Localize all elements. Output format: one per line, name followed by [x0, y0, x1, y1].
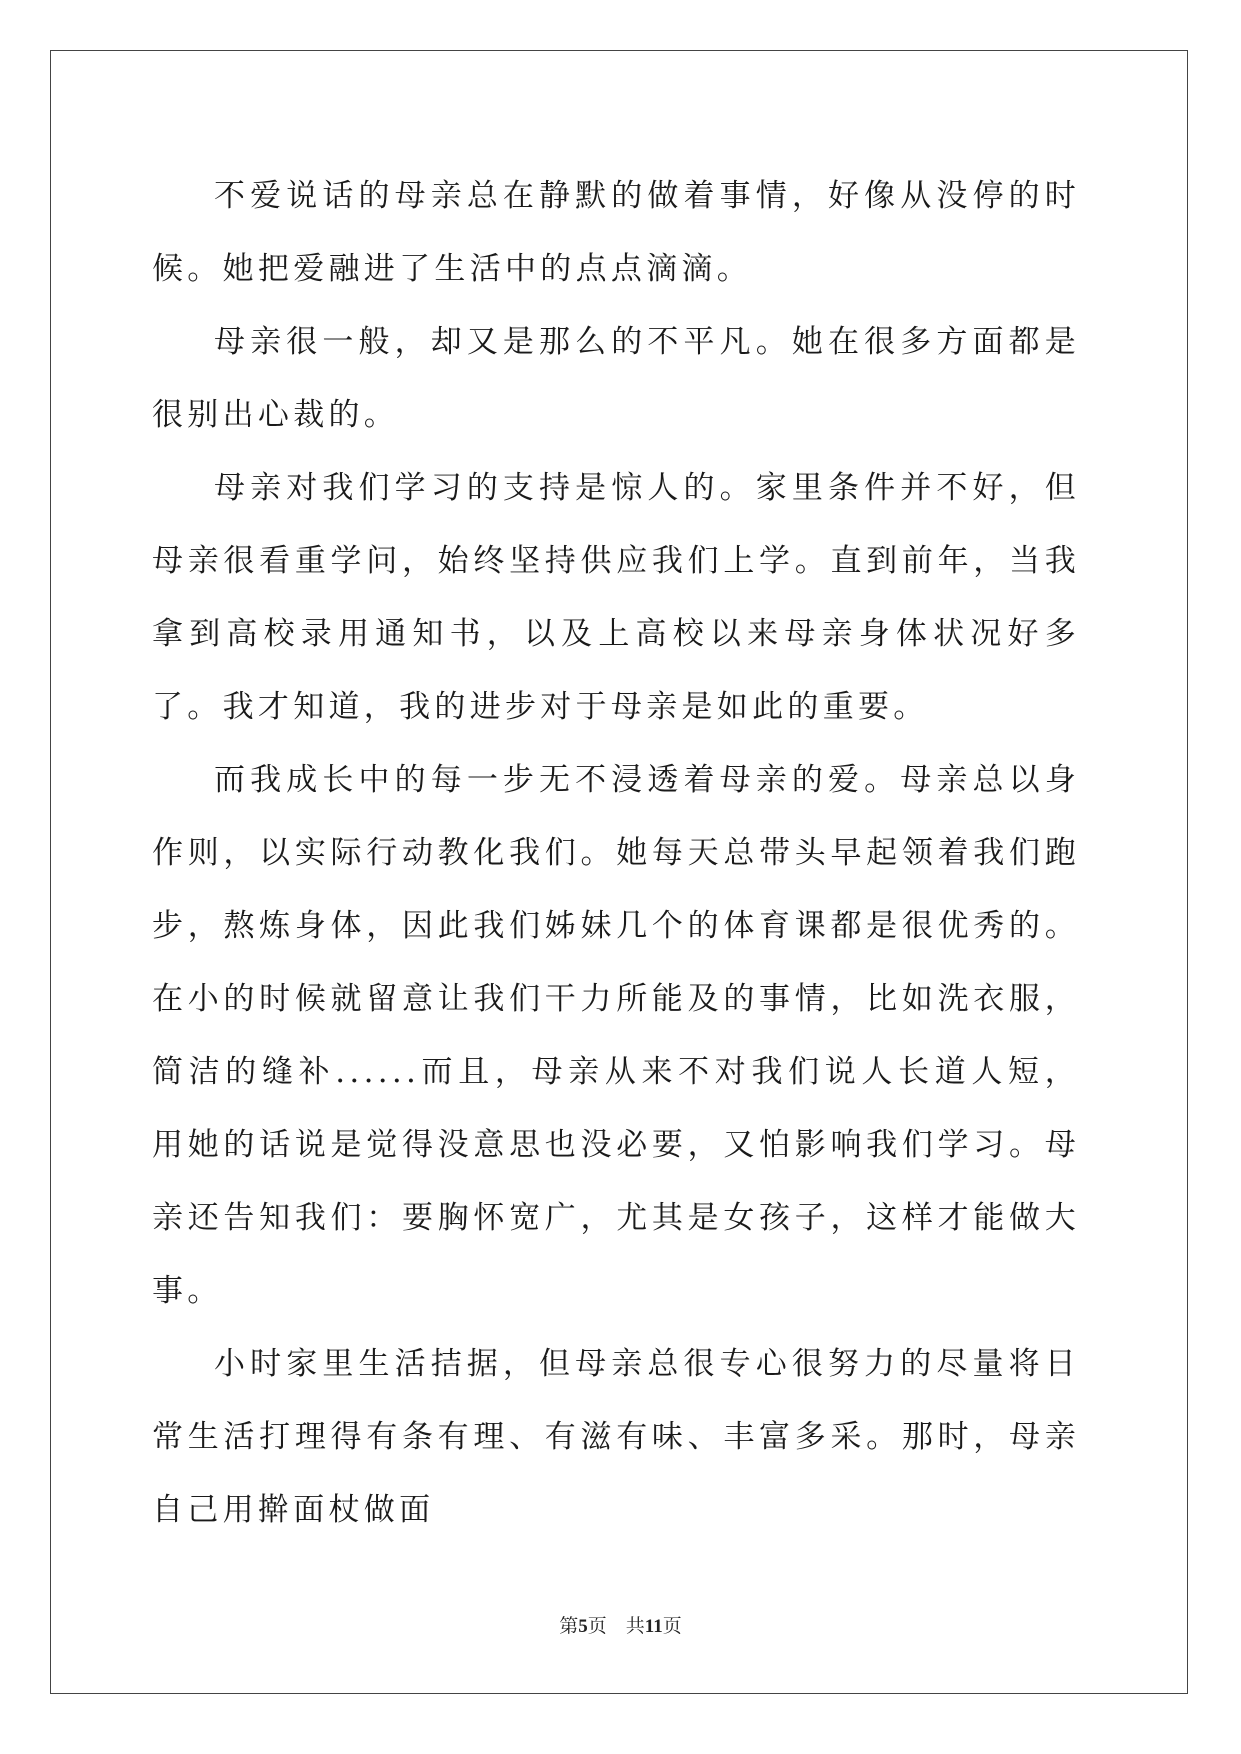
- current-page-number: 5: [578, 1616, 588, 1637]
- paragraph-5: 小时家里生活拮据，但母亲总很专心很努力的尽量将日常生活打理得有条有理、有滋有味、丰富多采。那时，母亲自己用擀面杖做面: [152, 1346, 1080, 1528]
- page-prefix: 第: [559, 1616, 579, 1637]
- page-footer: [0, 1611, 1241, 1638]
- total-prefix: 共: [625, 1616, 645, 1637]
- paragraph-3: 母亲对我们学习的支持是惊人的。家里条件并不好，但母亲很看重学问，始终坚持供应我们上学。直到前年，当我拿到高校录用通知书，以及上高校以来母亲身体状况好多了。我才知道，我的进步对于母亲是如此的重要。: [152, 470, 1080, 725]
- paragraph-4: 而我成长中的每一步无不浸透着母亲的爱。母亲总以身作则，以实际行动教化我们。她每天总带头早起领着我们跑步，熬炼身体，因此我们姊妹几个的体育课都是很优秀的。在小的时候就留意让我们干力所能及的事情，比如洗衣服，简洁的缝补......而且，母亲从来不对我们说人长道人短，用她的话说是觉得没意思也没必要，又怕影响我们学习。母亲还告知我们：要胸怀宽广，尤其是女孩子，这样才能做大事。: [152, 762, 1080, 1309]
- total-pages-number: 11: [644, 1616, 663, 1637]
- paragraph-2: 母亲很一般，却又是那么的不平凡。她在很多方面都是很别出心裁的。: [152, 324, 1080, 433]
- paragraph-1: 不爱说话的母亲总在静默的做着事情，好像从没停的时候。她把爱融进了生活中的点点滴滴。: [152, 178, 1080, 287]
- total-suffix: 页: [662, 1616, 682, 1637]
- document-body: [152, 160, 1080, 1547]
- page-suffix: 页: [587, 1616, 607, 1637]
- footer-spacer: [607, 1616, 626, 1637]
